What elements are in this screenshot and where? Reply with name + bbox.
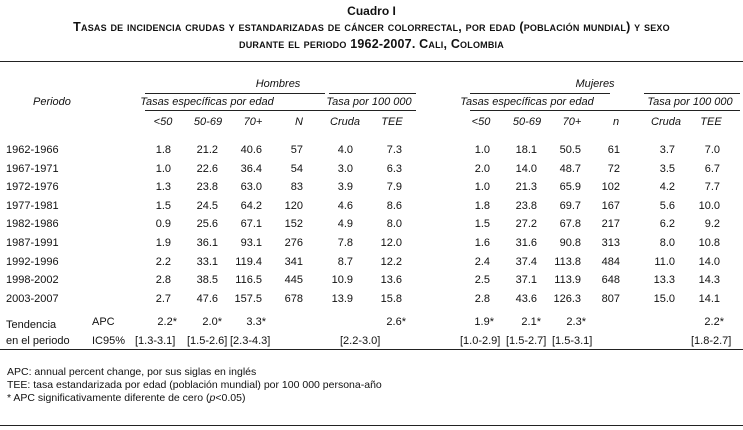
cell-m-n: 445 — [284, 274, 303, 287]
column-header-f-tee: TEE — [700, 116, 722, 128]
women-tasas-header: Tasas específicas por edad — [460, 96, 594, 108]
cell-f-n: 61 — [607, 144, 620, 156]
cell-f-n: 72 — [607, 162, 620, 175]
column-header-f-50-69: 50-69 — [512, 116, 542, 128]
cell-m-lt50: 1.8 — [155, 144, 171, 156]
cell-m-cruda: 10.9 — [331, 274, 353, 287]
cell-f-tee: 10.0 — [698, 199, 720, 212]
cell-m-lt50: 2.2 — [155, 255, 171, 268]
cell-f-tee: 14.3 — [698, 274, 720, 287]
ic95-m-50-69: [1.5-2.6] — [187, 335, 228, 347]
cell-f-70: 50.5 — [559, 144, 581, 156]
cell-f-70: 90.8 — [559, 237, 581, 249]
footnote-star-suffix: <0.05) — [215, 392, 246, 404]
cell-f-tee: 14.0 — [698, 255, 720, 268]
table-bottom-rule — [0, 349, 743, 350]
cell-f-n: 217 — [601, 218, 620, 231]
apc-label: APC — [92, 316, 115, 328]
tendencia-label: Tendencia — [6, 319, 57, 331]
cell-m-50-69: 47.6 — [196, 292, 218, 305]
cell-m-cruda: 3.0 — [337, 162, 353, 175]
women-columns-rule — [470, 110, 740, 111]
page-bottom-rule — [0, 425, 743, 426]
column-header-m-70: 70+ — [243, 116, 263, 128]
cell-f-50-69: 27.2 — [515, 218, 537, 231]
cell-m-lt50: 2.7 — [155, 292, 171, 305]
cell-m-70: 119.4 — [235, 255, 262, 268]
column-header-m-n: N — [295, 116, 303, 128]
cell-m-70: 40.6 — [240, 144, 262, 156]
cell-m-lt50: 1.0 — [155, 162, 171, 175]
men-tasas-header: Tasas específicas por edad — [140, 96, 274, 108]
cell-m-50-69: 38.5 — [196, 274, 218, 287]
column-header-f-n: n — [612, 116, 620, 128]
row-periodo: 2003-2007 — [6, 292, 59, 305]
footnote-apc: APC: annual percent change, por sus siglas en inglés — [7, 366, 257, 378]
column-header-m-50-69: 50-69 — [193, 116, 223, 128]
cell-f-lt50: 1.0 — [474, 144, 490, 156]
cell-f-n: 648 — [601, 274, 620, 287]
cell-m-n: 276 — [284, 237, 303, 249]
cell-f-n: 167 — [601, 199, 620, 212]
cell-f-n: 313 — [601, 237, 620, 249]
ic95-m-tee: [2.2-3.0] — [340, 335, 381, 347]
cell-f-tee: 14.1 — [698, 292, 720, 305]
cell-m-70: 67.1 — [240, 218, 262, 231]
cell-m-n: 152 — [284, 218, 303, 231]
cell-m-n: 54 — [290, 162, 303, 175]
table-title-line1: Tasas de incidencia crudas y estandarizadas de cáncer colorrectal, por edad (población mundial) y sexo — [73, 20, 670, 34]
cell-f-50-69: 18.1 — [515, 144, 537, 156]
cell-f-lt50: 1.8 — [474, 199, 490, 212]
cell-m-50-69: 21.2 — [196, 144, 218, 156]
cell-m-n: 120 — [284, 199, 303, 212]
table-title-line2: durante el periodo 1962-2007. Cali, Colombia — [239, 37, 504, 51]
cell-m-tee: 6.3 — [386, 162, 402, 175]
cell-m-50-69: 33.1 — [196, 255, 218, 268]
cell-m-cruda: 7.8 — [337, 237, 353, 249]
cell-m-n: 57 — [290, 144, 303, 156]
apc-m-70: 3.3* — [246, 316, 266, 328]
cell-m-cruda: 4.6 — [337, 199, 353, 212]
row-periodo: 1977-1981 — [6, 199, 59, 212]
column-header-f-lt50: <50 — [471, 116, 491, 128]
column-header-m-lt50: <50 — [153, 116, 173, 128]
ic95-label: IC95% — [92, 335, 126, 347]
cell-f-cruda: 3.7 — [659, 144, 675, 156]
cell-m-tee: 12.0 — [380, 237, 402, 249]
cell-f-cruda: 11.0 — [654, 255, 675, 268]
cell-m-cruda: 4.9 — [337, 218, 353, 231]
women-tasas-rule — [470, 93, 610, 94]
cell-m-lt50: 1.3 — [155, 181, 171, 194]
cell-f-70: 126.3 — [553, 292, 581, 305]
cell-f-cruda: 15.0 — [653, 292, 675, 305]
cell-f-lt50: 2.8 — [474, 292, 490, 305]
cell-f-n: 484 — [601, 255, 620, 268]
cell-m-lt50: 1.5 — [155, 199, 171, 212]
table-label: Cuadro I — [347, 4, 396, 18]
men-tasa100k-header: Tasa por 100 000 — [326, 96, 412, 108]
cell-m-tee: 15.8 — [380, 292, 402, 305]
cell-f-70: 65.9 — [559, 181, 581, 194]
cell-f-lt50: 1.0 — [474, 181, 490, 194]
cell-f-n: 102 — [601, 181, 620, 194]
cell-m-tee: 7.3 — [386, 144, 402, 156]
cell-m-tee: 8.0 — [386, 218, 402, 231]
cell-m-lt50: 0.9 — [155, 218, 171, 231]
footnote-tee: TEE: tasa estandarizada por edad (población mundial) por 100 000 persona-año — [7, 379, 382, 391]
row-periodo: 1967-1971 — [6, 162, 59, 175]
cell-m-cruda: 8.7 — [337, 255, 353, 268]
cell-f-50-69: 23.8 — [515, 199, 537, 212]
cell-m-50-69: 22.6 — [196, 162, 218, 175]
cell-f-cruda: 6.2 — [659, 218, 675, 231]
footnote-significance — [7, 392, 245, 405]
tendencia-label-2: en el periodo — [6, 335, 70, 347]
men-group-header: Hombres — [255, 78, 301, 90]
cell-f-50-69: 37.1 — [515, 274, 537, 287]
men-columns-rule — [145, 110, 416, 111]
cell-m-70: 93.1 — [240, 237, 262, 249]
cell-m-70: 64.2 — [240, 199, 262, 212]
cell-f-cruda: 8.0 — [659, 237, 675, 249]
cell-f-70: 113.9 — [554, 274, 581, 287]
cell-f-cruda: 5.6 — [659, 199, 675, 212]
cell-f-70: 48.7 — [559, 162, 581, 175]
men-tasa100k-rule — [329, 93, 416, 94]
cell-f-tee: 7.7 — [704, 181, 720, 194]
cell-m-n: 83 — [290, 181, 303, 194]
row-periodo: 1998-2002 — [6, 274, 59, 287]
cell-f-lt50: 2.4 — [474, 255, 490, 268]
women-tasa100k-rule — [644, 93, 740, 94]
cell-m-50-69: 23.8 — [196, 181, 218, 194]
cell-f-lt50: 1.6 — [474, 237, 490, 249]
cell-f-n: 807 — [601, 292, 620, 305]
cell-f-tee: 6.7 — [704, 162, 720, 175]
apc-m-lt50: 2.2* — [157, 316, 177, 328]
cell-f-50-69: 43.6 — [515, 292, 537, 305]
cell-m-tee: 13.6 — [380, 274, 402, 287]
column-header-m-tee: TEE — [381, 116, 403, 128]
cell-m-n: 678 — [284, 292, 303, 305]
cell-f-50-69: 14.0 — [515, 162, 537, 175]
ic95-m-70: [2.3-4.3] — [230, 335, 271, 347]
ic95-f-lt50: [1.0-2.9] — [460, 335, 501, 347]
cell-m-tee: 8.6 — [386, 199, 402, 212]
women-group-header: Mujeres — [575, 78, 615, 90]
column-header-m-cruda: Cruda — [330, 116, 360, 128]
cell-m-cruda: 4.0 — [337, 144, 353, 156]
apc-f-lt50: 1.9* — [474, 316, 494, 328]
men-tasas-rule — [145, 93, 325, 94]
cell-m-tee: 7.9 — [386, 181, 402, 194]
cell-f-lt50: 2.0 — [474, 162, 490, 175]
ic95-f-50-69: [1.5-2.7] — [506, 335, 547, 347]
cell-f-50-69: 21.3 — [515, 181, 537, 194]
table-top-rule — [0, 61, 743, 62]
apc-f-70: 2.3* — [566, 316, 586, 328]
row-periodo: 1962-1966 — [6, 144, 59, 156]
periodo-header: Periodo — [33, 96, 71, 108]
cell-f-cruda: 13.3 — [653, 274, 675, 287]
cell-m-70: 63.0 — [240, 181, 262, 194]
cell-f-cruda: 4.2 — [659, 181, 675, 194]
cell-m-70: 116.5 — [235, 274, 262, 287]
cell-f-70: 67.8 — [559, 218, 581, 231]
cell-m-tee: 12.2 — [380, 255, 402, 268]
cell-f-70: 69.7 — [559, 199, 581, 212]
cell-m-lt50: 2.8 — [155, 274, 171, 287]
cell-m-lt50: 1.9 — [155, 237, 171, 249]
cell-f-70: 113.8 — [554, 255, 581, 268]
footnote-p-letter: p — [209, 392, 216, 404]
apc-m-tee: 2.6* — [386, 316, 406, 328]
cell-f-cruda: 3.5 — [659, 162, 675, 175]
row-periodo: 1972-1976 — [6, 181, 59, 194]
column-header-f-70: 70+ — [562, 116, 582, 128]
ic95-f-70: [1.5-3.1] — [552, 335, 593, 347]
row-periodo: 1992-1996 — [6, 255, 59, 268]
cell-f-lt50: 1.5 — [474, 218, 490, 231]
cell-m-n: 341 — [284, 255, 303, 268]
cell-m-70: 36.4 — [240, 162, 262, 175]
cell-m-cruda: 13.9 — [331, 292, 353, 305]
cell-m-50-69: 36.1 — [196, 237, 218, 249]
cell-f-50-69: 37.4 — [515, 255, 537, 268]
cell-f-tee: 9.2 — [704, 218, 720, 231]
cell-f-50-69: 31.6 — [515, 237, 537, 249]
cell-m-50-69: 25.6 — [196, 218, 218, 231]
ic95-m-lt50: [1.3-3.1] — [135, 335, 176, 347]
cell-f-tee: 10.8 — [698, 237, 720, 249]
apc-m-50-69: 2.0* — [202, 316, 222, 328]
cell-f-lt50: 2.5 — [474, 274, 490, 287]
cell-f-tee: 7.0 — [704, 144, 720, 156]
apc-f-tee: 2.2* — [704, 316, 724, 328]
cell-m-70: 157.5 — [234, 292, 262, 305]
ic95-f-tee: [1.8-2.7] — [691, 335, 732, 347]
row-periodo: 1987-1991 — [6, 237, 59, 249]
apc-f-50-69: 2.1* — [521, 316, 541, 328]
column-header-f-cruda: Cruda — [651, 116, 681, 128]
cell-m-cruda: 3.9 — [337, 181, 353, 194]
footnote-star-prefix: * APC significativamente diferente de cero ( — [7, 392, 210, 404]
women-tasa100k-header: Tasa por 100 000 — [647, 96, 733, 108]
row-periodo: 1982-1986 — [6, 218, 59, 231]
cell-m-50-69: 24.5 — [196, 199, 218, 212]
